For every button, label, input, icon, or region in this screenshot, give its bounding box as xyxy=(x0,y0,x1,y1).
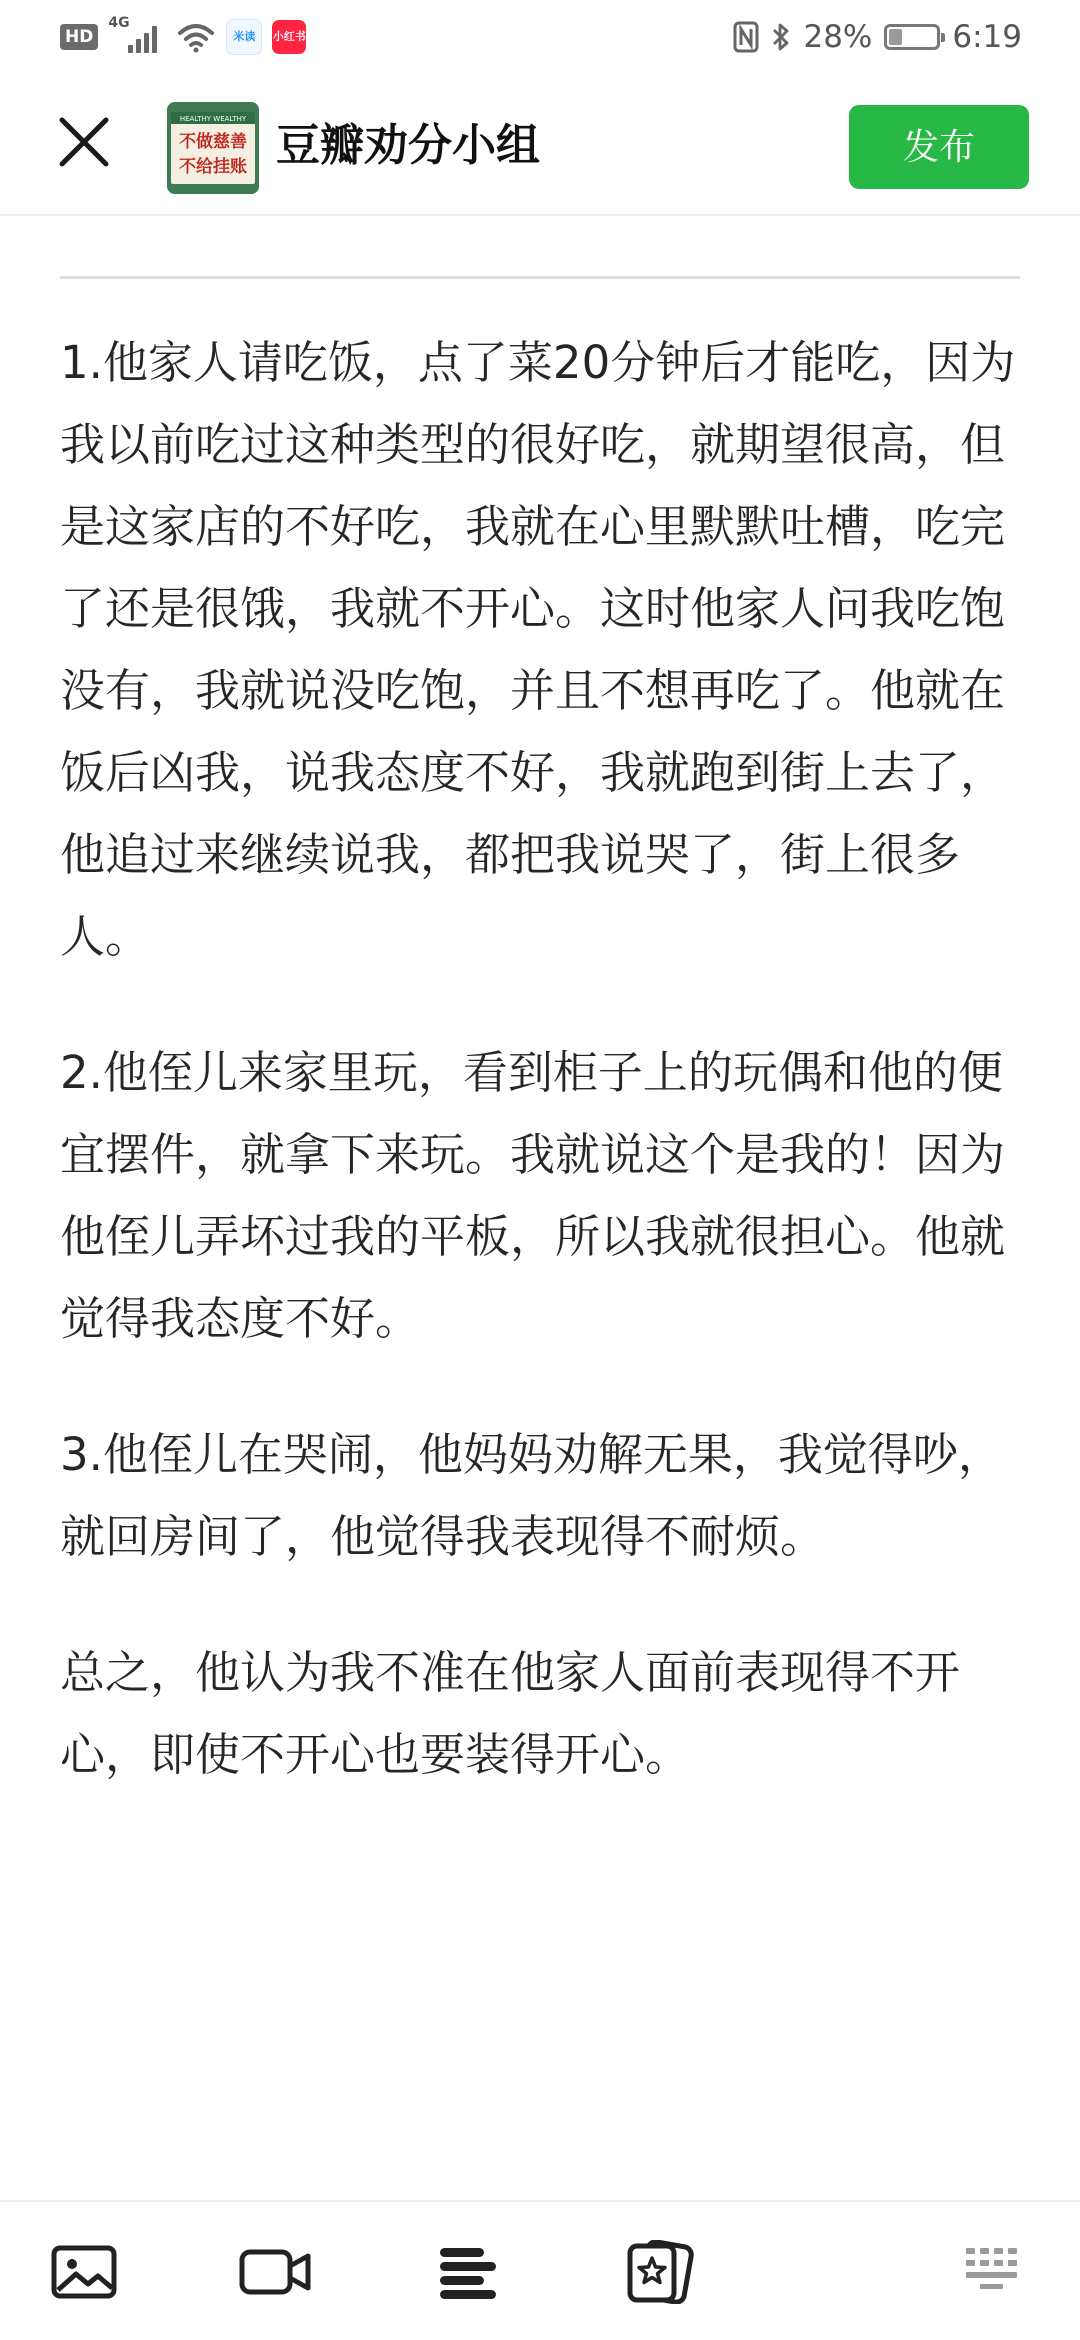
group-name[interactable]: 豆瓣劝分小组 xyxy=(276,120,540,171)
close-button[interactable] xyxy=(44,102,124,182)
text-format-icon xyxy=(432,2240,504,2304)
status-right xyxy=(733,16,1022,58)
post-paragraph: 2.他侄儿来家里玩，看到柜子上的玩偶和他的便宜摆件，就拿下来玩。我就说这个是我的！因为他侄儿弄坏过我的平板，所以我就很担心。他就觉得我态度不好。 xyxy=(60,1046,1006,1345)
hd-indicator: HD xyxy=(60,24,98,50)
nfc-icon xyxy=(733,21,759,53)
avatar-line-2: 不给挂账 xyxy=(179,157,247,177)
title-divider xyxy=(60,276,1020,279)
image-icon xyxy=(48,2240,120,2304)
editor-header xyxy=(0,74,1080,216)
sticker-icon xyxy=(624,2240,696,2304)
close-icon xyxy=(44,102,124,182)
group-avatar[interactable] xyxy=(167,102,259,194)
post-paragraph: 总之，他认为我不准在他家人面前表现得不开心，即使不开心也要装得开心。 xyxy=(60,1646,961,1781)
post-paragraph: 1.他家人请吃饭，点了菜20分钟后才能吃，因为我以前吃过这种类型的很好吃，就期望很高，但是这家店的不好吃，我就在心里默默吐槽，吃完了还是很饿，我就不开心。这时他家人问我吃饱没有，我就说没吃饱，并且不想再吃了。他就在饭后凶我，说我态度不好，我就跑到街上去了，他追过来继续说我，都把我说哭了，街上很多人。 xyxy=(60,336,1016,963)
status-bar xyxy=(0,0,1080,74)
network-type: 4G xyxy=(108,15,130,31)
publish-button[interactable]: 发布 xyxy=(849,105,1029,189)
app-notification-mi: 米读 xyxy=(226,19,262,55)
insert-sticker-button[interactable] xyxy=(624,2240,696,2304)
insert-image-button[interactable] xyxy=(48,2240,120,2304)
status-left xyxy=(60,16,306,58)
app-notification-xiaohongshu: 小红书 xyxy=(272,20,306,54)
bluetooth-icon xyxy=(771,21,791,53)
avatar-caption: HEALTHY WEALTHY xyxy=(179,115,247,123)
clock: 6:19 xyxy=(952,19,1022,55)
insert-video-button[interactable] xyxy=(238,2240,310,2304)
video-icon xyxy=(238,2240,314,2304)
group-avatar-image xyxy=(167,102,259,194)
battery-level xyxy=(889,29,902,45)
battery-icon xyxy=(884,24,940,50)
avatar-line-1: 不做慈善 xyxy=(179,132,247,152)
post-body-editor[interactable] xyxy=(60,322,1028,1850)
keyboard-toggle-button[interactable] xyxy=(962,2240,1034,2304)
post-paragraph: 3.他侄儿在哭闹，他妈妈劝解无果，我觉得吵，就回房间了，他觉得我表现得不耐烦。 xyxy=(60,1428,1003,1563)
keyboard-icon xyxy=(962,2240,1026,2296)
text-format-button[interactable] xyxy=(432,2240,504,2304)
signal-icon xyxy=(108,15,166,55)
wifi-icon xyxy=(176,21,216,53)
editor-toolbar xyxy=(0,2200,1080,2340)
battery-percent: 28% xyxy=(803,19,873,55)
